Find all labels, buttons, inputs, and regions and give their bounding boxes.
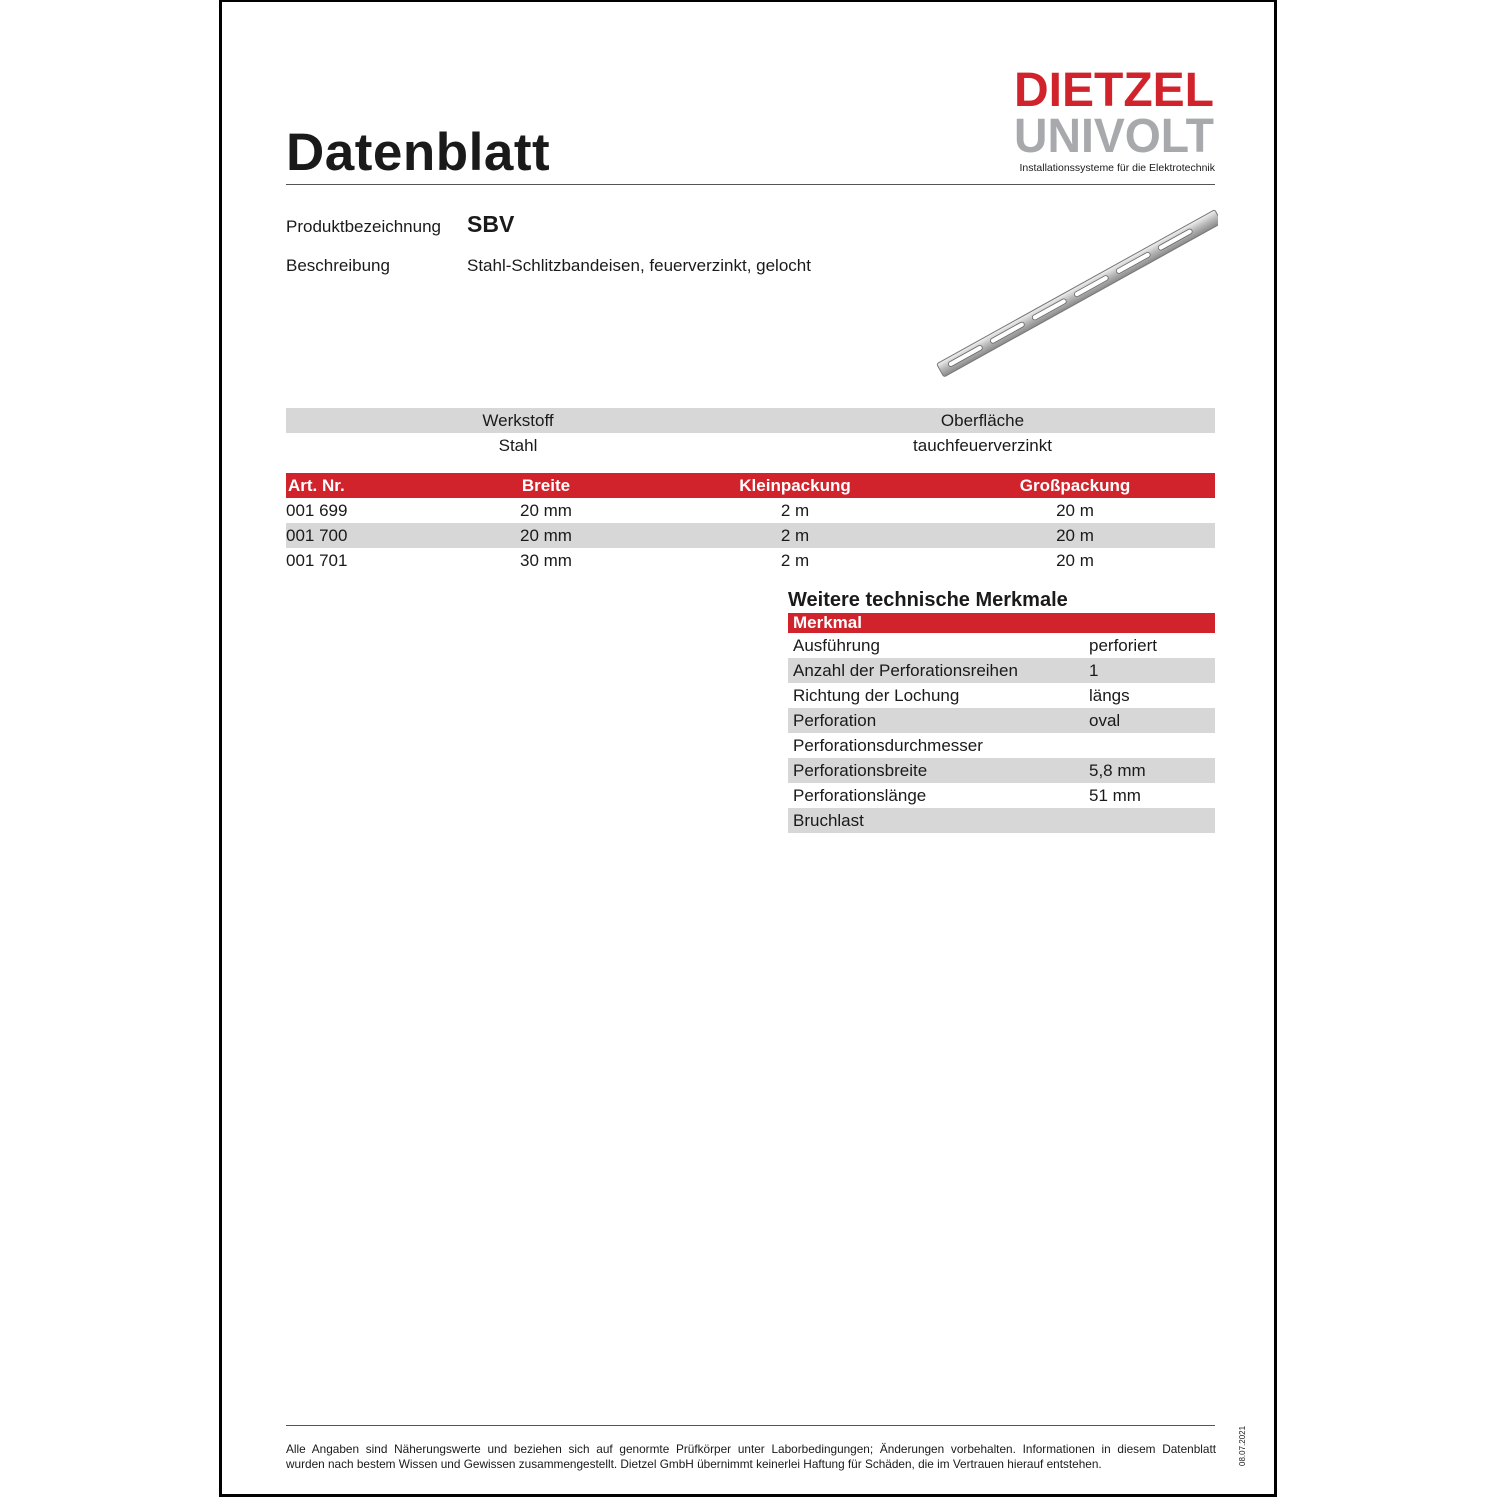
tech-cell-feature: Perforationslänge — [793, 785, 927, 805]
table-row — [788, 708, 1215, 733]
article-cell-breite: 20 mm — [520, 525, 572, 545]
article-table-header — [286, 473, 1215, 498]
material-value-werkstoff: Stahl — [498, 435, 538, 455]
description-value: Stahl-Schlitzbandeisen, feuerverzinkt, gelocht — [467, 256, 811, 275]
article-cell-artnr: 001 699 — [286, 500, 348, 520]
material-value-oberflaeche: tauchfeuerverzinkt — [913, 435, 1052, 455]
tech-cell-value: 51 mm — [1089, 785, 1141, 805]
article-header-artnr: Art. Nr. — [288, 475, 345, 495]
article-header-breite: Breite — [521, 475, 571, 495]
article-cell-grosspackung: 20 m — [1056, 550, 1094, 570]
logo-line-2: UNIVOLT — [1014, 110, 1214, 158]
article-cell-artnr: 001 701 — [286, 550, 348, 570]
table-row — [788, 808, 1215, 833]
article-cell-kleinpackung: 2 m — [780, 525, 810, 545]
logo-wordmark — [1013, 66, 1215, 158]
tech-cell-value: oval — [1089, 710, 1121, 730]
article-cell-artnr: 001 700 — [286, 525, 348, 545]
article-cell-grosspackung: 20 m — [1056, 500, 1094, 520]
table-row — [788, 633, 1215, 658]
tech-cell-feature: Perforationsdurchmesser — [793, 735, 983, 755]
tech-cell-feature: Ausführung — [793, 635, 880, 655]
table-row — [788, 733, 1215, 758]
table-row — [286, 498, 1215, 523]
product-image-strip — [936, 208, 1218, 383]
material-table-header — [286, 408, 1215, 433]
article-cell-breite: 20 mm — [520, 500, 572, 520]
table-row — [788, 658, 1215, 683]
material-header-werkstoff: Werkstoff — [482, 410, 554, 430]
table-row — [788, 783, 1215, 808]
material-table-row — [286, 433, 1215, 458]
footer-date: 08.07.2021 — [1238, 1425, 1247, 1466]
table-row — [286, 523, 1215, 548]
tech-cell-value — [1089, 733, 1215, 758]
tech-header-merkmal: Merkmal — [793, 613, 862, 632]
tech-cell-feature: Anzahl der Perforationsreihen — [793, 660, 1018, 680]
material-header-oberflaeche: Oberfläche — [940, 410, 1025, 430]
article-header-grosspackung: Großpackung — [1019, 475, 1131, 495]
page-title: Datenblatt — [286, 123, 551, 182]
header-divider — [286, 184, 1215, 185]
table-row — [788, 758, 1215, 783]
tech-table-title: Weitere technische Merkmale — [788, 589, 1068, 611]
description-label: Beschreibung — [286, 256, 390, 275]
tech-cell-feature: Richtung der Lochung — [793, 685, 960, 705]
article-cell-breite: 30 mm — [520, 550, 572, 570]
tech-cell-feature: Perforation — [793, 710, 877, 730]
table-row — [788, 683, 1215, 708]
tech-cell-value: perforiert — [1089, 635, 1158, 655]
footer-divider — [286, 1425, 1215, 1426]
tech-cell-feature: Perforationsbreite — [793, 760, 928, 780]
tech-cell-feature: Bruchlast — [793, 810, 864, 830]
tech-cell-value — [1089, 808, 1215, 833]
footer-disclaimer — [286, 1442, 1216, 1472]
footer-disclaimer-line-2: wurden nach bestem Wissen und Gewissen zusammengestellt. Dietzel GmbH übernimmt keinerlei Haftung für Schäden, die im Vertrauen hierauf entstehen. — [286, 1457, 1102, 1471]
article-header-kleinpackung: Kleinpackung — [739, 475, 851, 495]
table-row — [286, 548, 1215, 573]
logo-tagline: Installationssysteme für die Elektrotechnik — [1019, 162, 1215, 174]
tech-cell-value: 5,8 mm — [1089, 760, 1146, 780]
article-cell-kleinpackung: 2 m — [780, 500, 810, 520]
company-logo — [1013, 66, 1215, 158]
tech-cell-value: 1 — [1089, 660, 1099, 680]
article-cell-grosspackung: 20 m — [1056, 525, 1094, 545]
footer-disclaimer-line-1: Alle Angaben sind Näherungswerte und beziehen sich auf genormte Prüfkörper unter Laborbedingungen; Änderungen vorbehalten. Informationen in diesem Datenblatt — [286, 1442, 1216, 1456]
tech-cell-value: längs — [1089, 685, 1130, 705]
product-name-value: SBV — [467, 211, 515, 237]
logo-line-1: DIETZEL — [1014, 66, 1214, 117]
product-name-label: Produktbezeichnung — [286, 217, 442, 236]
tech-table-header — [788, 613, 1215, 633]
article-cell-kleinpackung: 2 m — [780, 550, 810, 570]
